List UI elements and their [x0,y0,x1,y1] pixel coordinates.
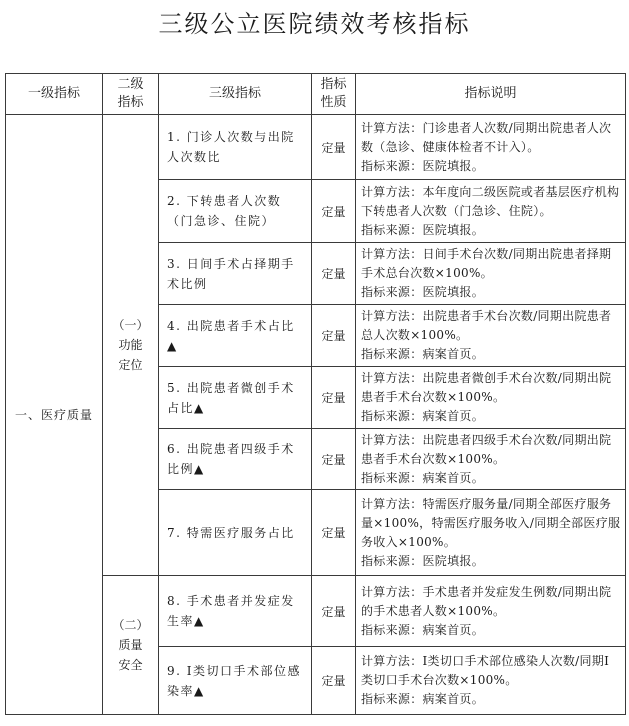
header-level3: 三级指标 [159,74,312,115]
nature-cell: 定量 [312,243,356,305]
description-cell: 计算方法：门诊患者人次数/同期出院患者人次数（急诊、健康体检者不计入）。 指标来源：医院填报。 [356,115,626,180]
nature-cell: 定量 [312,305,356,367]
header-level1: 一级指标 [6,74,103,115]
description-cell: 计算方法：特需医疗服务量/同期全部医疗服务量×100%，特需医疗服务收入/同期全部医疗服务收入×100%。 指标来源：医院填报。 [356,490,626,576]
indicator-table [5,73,626,715]
description-cell: 计算方法：出院患者微创手术台次数/同期出院患者手术台次数×100%。 指标来源：病案首页。 [356,367,626,429]
nature-cell: 定量 [312,429,356,490]
level3-name: 3. 日间手术占择期手术比例 [159,243,312,305]
level3-name: 4. 出院患者手术占比▲ [159,305,312,367]
level3-name: 1. 门诊人次数与出院人次数比 [159,115,312,180]
level2-cell-quality: （二） 质量 安全 [103,576,159,715]
header-level2: 二级 指标 [103,74,159,115]
nature-cell: 定量 [312,647,356,715]
description-cell: 计算方法：出院患者手术台次数/同期出院患者总人次数×100%。 指标来源：病案首页。 [356,305,626,367]
level3-name: 2. 下转患者人次数（门急诊、住院） [159,180,312,243]
level3-name: 9. Ⅰ类切口手术部位感染率▲ [159,647,312,715]
nature-cell: 定量 [312,115,356,180]
nature-cell: 定量 [312,367,356,429]
level1-cell: 一、医疗质量 [6,115,103,715]
nature-cell: 定量 [312,180,356,243]
description-cell: 计算方法：Ⅰ类切口手术部位感染人次数/同期Ⅰ类切口手术台次数×100%。 指标来源：病案首页。 [356,647,626,715]
level3-name: 6. 出院患者四级手术比例▲ [159,429,312,490]
table-header-row [6,74,626,115]
header-nature: 指标 性质 [312,74,356,115]
header-description: 指标说明 [356,74,626,115]
description-cell: 计算方法：手术患者并发症发生例数/同期出院的手术患者人数×100%。 指标来源：病案首页。 [356,576,626,647]
description-cell: 计算方法：出院患者四级手术台次数/同期出院患者手术台次数×100%。 指标来源：病案首页。 [356,429,626,490]
description-cell: 计算方法：本年度向二级医院或者基层医疗机构下转患者人次数（门急诊、住院）。 指标来源：医院填报。 [356,180,626,243]
level3-name: 7. 特需医疗服务占比 [159,490,312,576]
level3-name: 8. 手术患者并发症发生率▲ [159,576,312,647]
description-cell: 计算方法：日间手术台次数/同期出院患者择期手术总台次数×100%。 指标来源：医院填报。 [356,243,626,305]
table-row [6,115,626,180]
level2-cell-function: （一） 功能 定位 [103,115,159,576]
nature-cell: 定量 [312,576,356,647]
level3-name: 5. 出院患者微创手术占比▲ [159,367,312,429]
page-title: 三级公立医院绩效考核指标 [158,10,471,38]
nature-cell: 定量 [312,490,356,576]
